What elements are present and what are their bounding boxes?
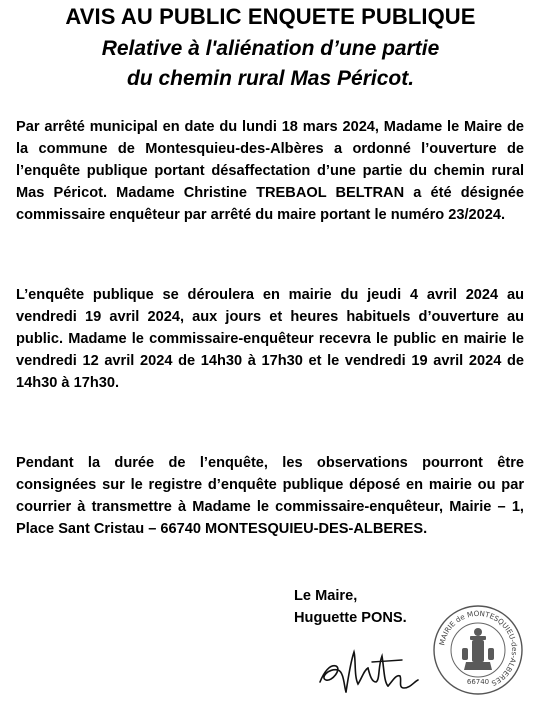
notice-title: AVIS AU PUBLIC ENQUETE PUBLIQUE <box>65 4 476 29</box>
paragraph-dates: L’enquête publique se déroulera en mairie du jeudi 4 avril 2024 au vendredi 19 avril 2024, aux jours et heures habituels d’ouverture au public. Madame le commissaire-enquêteur recevra le public en mairie le vendredi 12 avril 2024 de 14h30 à 17h30 et le vendredi 19 avril 2024 de 14h30 à 17h30. <box>16 287 524 391</box>
seal-postcode: 66740 <box>466 678 490 686</box>
municipal-seal-stamp <box>432 604 524 696</box>
signature-block <box>294 585 407 629</box>
signatory-title: Le Maire, <box>294 588 358 604</box>
seal-text: MAIRIE de MONTESQUIEU-des-ALBERES <box>437 608 520 688</box>
signatory-name: Huguette PONS. <box>294 610 407 626</box>
notice-subtitle-line-1: Relative à l'aliénation d’une partie <box>101 37 440 60</box>
paragraph-observations: Pendant la durée de l’enquête, les observations pourront être consignées sur le registre d’enquête publique déposé en mairie ou par courrier à transmettre à Madame le commissaire-enquêteur, Mairie – 1, Place Sant Cristau – 66740 MONTESQUIEU-DES-ALBERES. <box>16 455 524 537</box>
notice-subtitle-line-2: du chemin rural Mas Péricot. <box>126 67 415 90</box>
handwritten-signature <box>314 642 424 698</box>
paragraph-arrete: Par arrêté municipal en date du lundi 18 mars 2024, Madame le Maire de la commune de Montesquieu-des-Albères a ordonné l’ouverture de l’enquête publique portant désaffectation d’une partie du chemin rural Mas Péricot. Madame Christine TREBAOL BELTRAN a été désignée commissaire enquêteur par arrêté du maire portant le numéro 23/2024. <box>16 119 524 223</box>
